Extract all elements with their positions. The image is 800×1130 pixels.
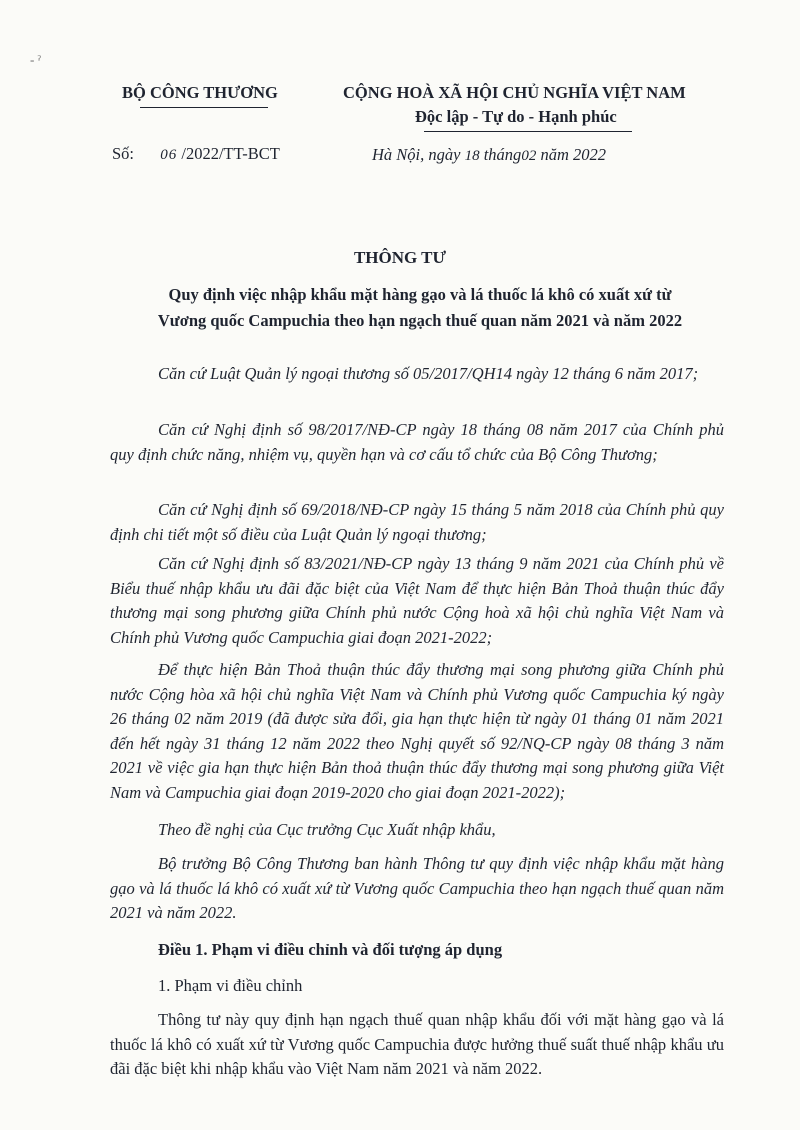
document-number [112, 144, 280, 164]
preamble-paragraph: Theo đề nghị của Cục trưởng Cục Xuất nhập khẩu, [158, 820, 496, 839]
preamble-paragraph: Căn cứ Nghị định số 83/2021/NĐ-CP ngày 13 tháng 9 năm 2021 của Chính phủ về Biểu thuế nhập khẩu ưu đãi đặc biệt của Việt Nam để thực hiện Bản Thoả thuận thúc đẩy thương mại song phương giữa Chính phủ nước Cộng hoà xã hội chủ nghĩa Việt Nam và Chính phủ Vương quốc Campuchia giai đoạn 2021-2022; [110, 554, 724, 647]
republic-name: CỘNG HOÀ XÃ HỘI CHỦ NGHĨA VIỆT NAM [343, 83, 686, 102]
doc-number-prefix: Số: [112, 144, 135, 163]
date-month-label: tháng [483, 145, 522, 164]
document-type: THÔNG TƯ [353, 248, 447, 267]
preamble-paragraph: Căn cứ Nghị định số 98/2017/NĐ-CP ngày 18 tháng 08 năm 2017 của Chính phủ quy định chức năng, nhiệm vụ, quyền hạn và cơ cấu tổ chức của Bộ Công Thương; [110, 420, 724, 464]
date-year: năm 2022 [540, 145, 606, 164]
ministry-name: BỘ CÔNG THƯƠNG [122, 83, 278, 102]
national-motto: Độc lập - Tự do - Hạnh phúc [415, 107, 617, 126]
article-1-heading: Điều 1. Phạm vi điều chỉnh và đối tượng áp dụng [158, 940, 503, 959]
doc-number-suffix: /2022/TT-BCT [181, 144, 280, 163]
place-prefix: Hà Nội, ngày [372, 145, 461, 164]
place-and-date [372, 145, 606, 165]
clause-1-title: 1. Phạm vi điều chỉnh [158, 976, 303, 995]
scan-artifact: - ˀ [30, 52, 41, 67]
clause-1-text: Thông tư này quy định hạn ngạch thuế quan nhập khẩu đối với mặt hàng gạo và lá thuốc lá khô có xuất xứ từ Vương quốc Campuchia được hưởng thuế suất thuế nhập khẩu ưu đãi đặc biệt khi nhập khẩu vào Việt Nam năm 2021 và năm 2022. [110, 1010, 724, 1078]
preamble-paragraph: Căn cứ Luật Quản lý ngoại thương số 05/2017/QH14 ngày 12 tháng 6 năm 2017; [158, 364, 699, 383]
subject-line-1: Quy định việc nhập khẩu mặt hàng gạo và lá thuốc lá khô có xuất xứ từ [168, 285, 672, 304]
preamble-paragraph: Căn cứ Nghị định số 69/2018/NĐ-CP ngày 15 tháng 5 năm 2018 của Chính phủ quy định chi tiết một số điều của Luật Quản lý ngoại thương; [110, 500, 724, 544]
date-month: 02 [521, 148, 537, 164]
date-day: 18 [464, 148, 480, 164]
document-subject [100, 282, 740, 334]
motto-underline [424, 131, 632, 132]
doc-number-handwritten: 06 [160, 147, 178, 163]
preamble-paragraph: Bộ trưởng Bộ Công Thương ban hành Thông tư quy định việc nhập khẩu mặt hàng gạo và lá thuốc lá khô có xuất xứ từ Vương quốc Campuchia theo hạn ngạch thuế quan năm 2021 và năm 2022. [110, 854, 724, 922]
preamble-paragraph: Để thực hiện Bản Thoả thuận thúc đẩy thương mại song phương giữa Chính phủ nước Cộng hòa xã hội chủ nghĩa Việt Nam và Chính phủ Vương quốc Campuchia ký ngày 26 tháng 02 năm 2019 (đã được sửa đổi, gia hạn thực hiện từ ngày 01 tháng 01 năm 2021 đến hết ngày 31 tháng 12 năm 2022 theo Nghị quyết số 92/NQ-CP ngày 08 tháng 3 năm 2021 về việc gia hạn thực hiện Bản thoả thuận thúc đẩy thương mại song phương giữa Việt Nam và Campuchia giai đoạn 2019-2020 cho giai đoạn 2021-2022); [110, 660, 724, 802]
ministry-underline [140, 107, 268, 108]
subject-line-2: Vương quốc Campuchia theo hạn ngạch thuế quan năm 2021 và năm 2022 [157, 311, 683, 330]
